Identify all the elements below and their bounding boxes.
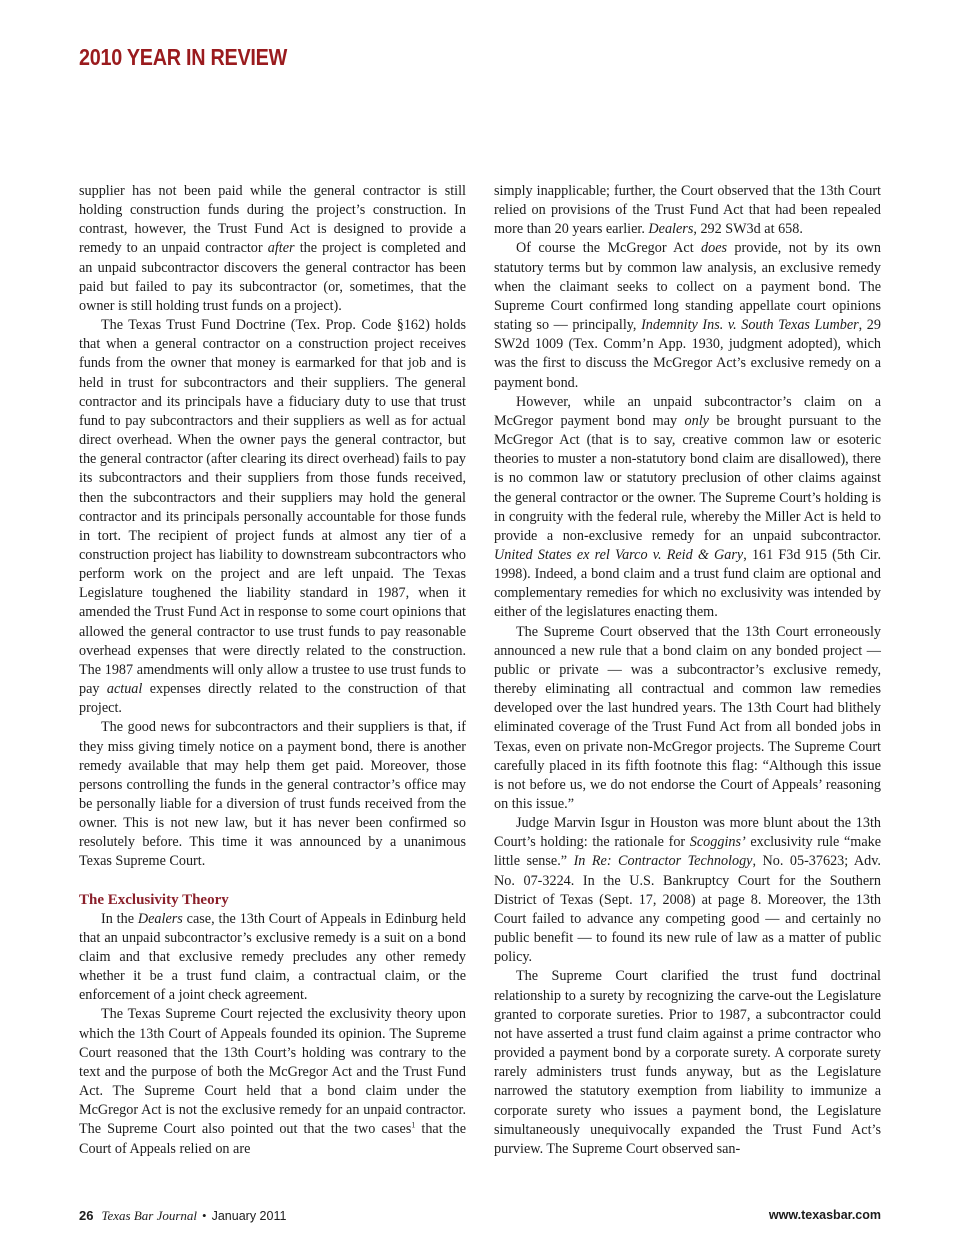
paragraph: The Supreme Court clarified the trust fund doctrinal relationship to a surety by recognizing the carve-out the Legislature granted to corporate sureties. Prior to 1987, a subcontractor could not have asserted a trust fund claim against a prime contractor who provided a payment bond by a corporate surety. A corporate surety rarely administers trust funds anyway, but as the Legislature narrowed the statutory exemption from liability to immunize a corporate surety who issues a payment bond, the Legislature simultaneously unequivocally expanded the Trust Fund Act’s purview. The Supreme Court observed san- — [494, 968, 881, 1157]
paragraph: simply inapplicable; further, the Court observed that the 13th Court relied on provisions of the Trust Fund Act that had been repealed more than 20 years earlier. Dealers, 292 SW3d at 658. — [494, 183, 881, 238]
paragraph: The good news for subcontractors and their suppliers is that, if they miss giving timely notice on a payment bond, there is another remedy available that may help them get paid. Moreover, those persons controlling the funds in the general contractor’s office may be personally liable for a diversion of trust funds received from the owner. This is not new law, but it has never been confirmed so resolutely before. This time it was announced by a unanimous Texas Supreme Court. — [79, 719, 466, 870]
paragraph: supplier has not been paid while the general contractor is still holding construction funds during the project’s construction. In contrast, however, the Trust Fund Act is designed to provide a remedy to an unpaid contractor after the project is completed and an unpaid subcontractor discovers the general contractor has been paid but failed to pay its subcontractor (or, sometimes, that the owner is still holding trust funds on a project). — [79, 183, 466, 314]
journal-name: Texas Bar Journal — [101, 1208, 198, 1223]
paragraph: Judge Marvin Isgur in Houston was more blunt about the 13th Court’s holding: the rationale for Scoggins’ exclusivity rule “make little sense.” In Re: Contractor Technology, No. 05-37623; Adv. No. 07-3224. In the U.S. Bankruptcy Court for the Southern District of Texas (Sept. 17, 2008) at page 8. Moreover, the 13th Court failed to advance any competing good — and certainly no public benefit — to found its new rule of law as a matter of public policy. — [494, 815, 882, 966]
paragraph: However, while an unpaid subcontractor’s claim on a McGregor payment bond may only be brought pursuant to the McGregor Act (that is to say, creative common law or esoteric theories to muster a non-statutory bond claim are disallowed), there is no common law or statutory preclusion of other claims against the general contractor or the owner. The Supreme Court’s holding is in congruity with the federal rule, whereby the Miller Act is held to provide a non-exclusive remedy for an unpaid subcontractor. United States ex rel Varco v. Reid & Gary, 161 F3d 915 (5th Cir. 1998). Indeed, a bond claim and a trust fund claim are optional and complementary remedies for which no exclusivity was intended by either of the legislatures enacting them. — [494, 393, 882, 621]
paragraph: In the Dealers case, the 13th Court of Appeals in Edinburg held that an unpaid subcontractor’s exclusive remedy is a suit on a bond claim and that exclusive remedy precludes any other remedy whether it be a trust fund claim, a contractual claim, or the enforcement of a joint check agreement. — [79, 910, 466, 1004]
page-number: 26 — [79, 1208, 94, 1223]
paragraph: The Supreme Court observed that the 13th Court erroneously announced a new rule that a bond claim on any bonded project — public or private — was a subcontractor’s exclusive remedy, thereby eliminating all contractual and common law remedies developed over the last hundred years. The 13th Court had blithely eliminated coverage of the Trust Fund Act from all bonded jobs in Texas, even on private non-McGregor projects. The Supreme Court carefully placed in its fifth footnote this flag: “Although this issue is not before us, we do not endorse the Court of Appeals’ reasoning on this issue.” — [494, 623, 881, 812]
left-column — [79, 182, 466, 1159]
footer-left — [79, 1208, 286, 1224]
website-url: www.texasbar.com — [768, 1208, 881, 1222]
separator: • — [202, 1208, 207, 1223]
section-header: 2010 YEAR IN REVIEW — [79, 44, 287, 70]
paragraph: The Texas Supreme Court rejected the exclusivity theory upon which the 13th Court of Appeals founded its opinion. The Supreme Court reasoned that the 13th Court’s holding was contrary to the text and the purpose of both the McGregor Act and the Trust Fund Act. The Supreme Court held that a bond claim under the McGregor Act is not the exclusive remedy for an unpaid contractor. The Supreme Court also pointed out that the two cases$^1$ that the Court of Appeals relied on are — [79, 1006, 467, 1157]
paragraph: The Texas Trust Fund Doctrine (Tex. Prop. Code §162) holds that when a general contractor on a construction project receives funds from the owner that money is earmarked for that job and is held in trust for subcontractors and their suppliers. The general contractor and its principals have a fiduciary duty to use that trust fund to pay subcontractors and their suppliers as well as for actual direct overhead. When the owner pays the general contractor, but the general contractor (after clearing its direct overhead) fails to pay its subcontractors and their suppliers from those funds received, then the subcontractors and their suppliers may hold the general contractor and its principals personally accountable for those funds in tort. The recipient of project funds at almost any tier of a construction project has liability to downstream subcontractors who perform work on the project and are left unpaid. The Texas Legislature toughened the liability standard in 1987, when it amended the Trust Fund Act in response to some court opinions that allowed the general contractor to use trust funds to pay reasonable overhead expenses that were directly related to the construction. The 1987 amendments will only allow a trustee to use trust funds to pay actual expenses directly related to the construction of that project. — [79, 317, 466, 717]
issue-date: January 2011 — [211, 1209, 287, 1223]
footnote-marker: 1 — [411, 1120, 416, 1130]
paragraph: Of course the McGregor Act does provide, not by its own statutory terms but by common law analysis, an exclusive remedy when the claimant seeks to collect on a payment bond. The Supreme Court confirmed long standing appellate court opinions stating so — principally, Indemnity Ins. v. South Texas Lumber, 29 SW2d 1009 (Tex. Comm’n App. 1930, judgment adopted), which was the first to discuss the McGregor Act’s exclusive remedy on a payment bond. — [494, 240, 881, 391]
right-column — [494, 182, 881, 1159]
section-heading: The Exclusivity Theory — [79, 891, 229, 908]
